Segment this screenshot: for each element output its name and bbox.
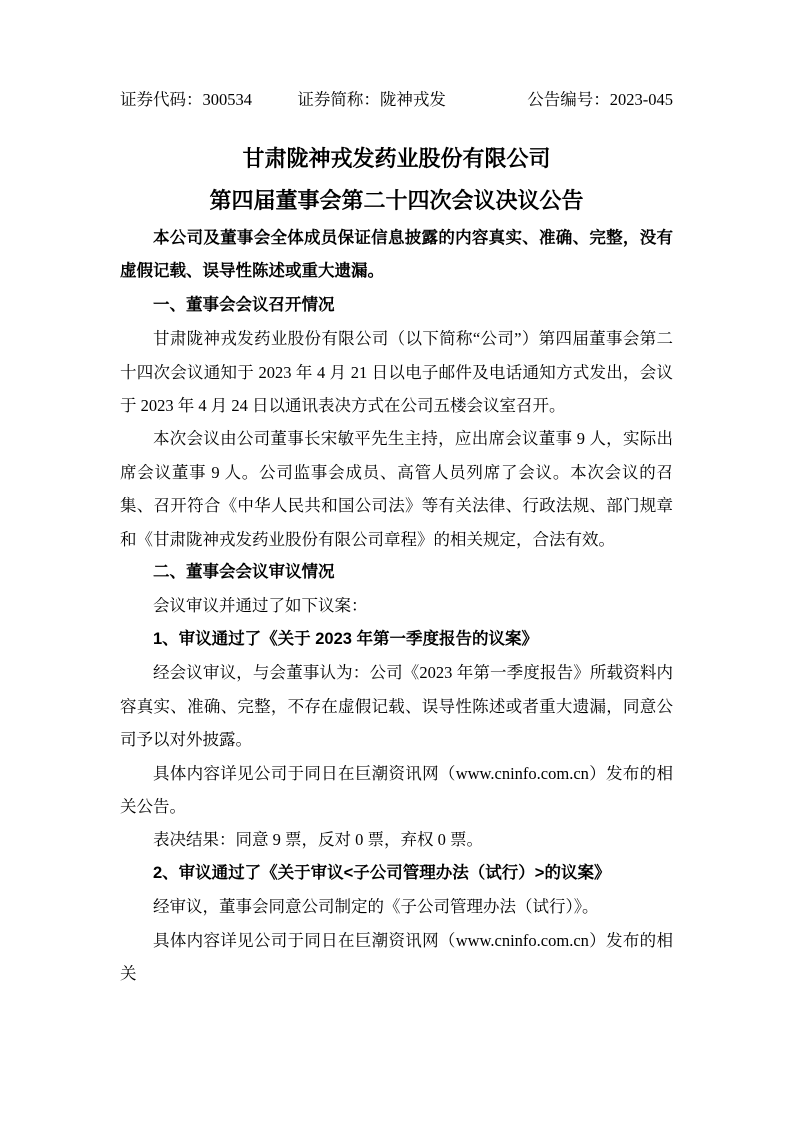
stock-abbreviation: 证券简称：陇神戎发: [297, 90, 446, 109]
section1-paragraph-1: 甘肃陇神戎发药业股份有限公司（以下简称“公司”）第四届董事会第二十四次会议通知于 2023 年 4 月 21 日以电子邮件及电话通知方式发出，会议于 2023 年 4 月 24 日以通讯表决方式在公司五楼会议室召开。: [120, 329, 673, 416]
proposal2-review: 经审议，董事会同意公司制定的《子公司管理办法（试行）》。: [153, 897, 599, 917]
disclaimer-statement: 本公司及董事会全体成员保证信息披露的内容真实、准确、完整，没有虚假记载、误导性陈述或重大遗漏。: [120, 229, 673, 281]
company-name-title: 甘肃陇神戎发药业股份有限公司: [242, 146, 551, 171]
proposal1-vote-result: 表决结果：同意 9 票，反对 0 票，弃权 0 票。: [153, 830, 483, 850]
stock-code: 证券代码：300534: [120, 90, 252, 109]
document-header: [120, 88, 673, 111]
proposal2-detail: 具体内容详见公司于同日在巨潮资讯网（www.cninfo.com.cn）发布的相关: [120, 930, 673, 983]
proposal1-detail: 具体内容详见公司于同日在巨潮资讯网（www.cninfo.com.cn）发布的相关公告。: [120, 763, 673, 816]
proposal2-title: 2、审议通过了《关于审议<子公司管理办法（试行）>的议案》: [153, 863, 611, 882]
proposal1-review: 经会议审议，与会董事认为：公司《2023 年第一季度报告》所载资料内容真实、准确、完整，不存在虚假记载、误导性陈述或者重大遗漏，同意公司予以对外披露。: [120, 663, 673, 750]
section1-paragraph-2: 本次会议由公司董事长宋敏平先生主持，应出席会议董事 9 人，实际出席会议董事 9 人。公司监事会成员、高管人员列席了会议。本次会议的召集、召开符合《中华人民共和国公司法》等有关法律、行政法规、部门规章和《甘肃陇神戎发药业股份有限公司章程》的相关规定，合法有效。: [120, 429, 673, 549]
section2-intro: 会议审议并通过了如下议案：: [153, 596, 368, 616]
section1-heading: 一、董事会会议召开情况: [153, 295, 335, 314]
section2-heading: 二、董事会会议审议情况: [153, 563, 335, 582]
announcement-number: 公告编号：2023-045: [527, 90, 673, 109]
document-title-block: [120, 138, 673, 222]
announcement-title: 第四届董事会第二十四次会议决议公告: [209, 188, 584, 213]
proposal1-title: 1、审议通过了《关于 2023 年第一季度报告的议案》: [153, 629, 539, 648]
